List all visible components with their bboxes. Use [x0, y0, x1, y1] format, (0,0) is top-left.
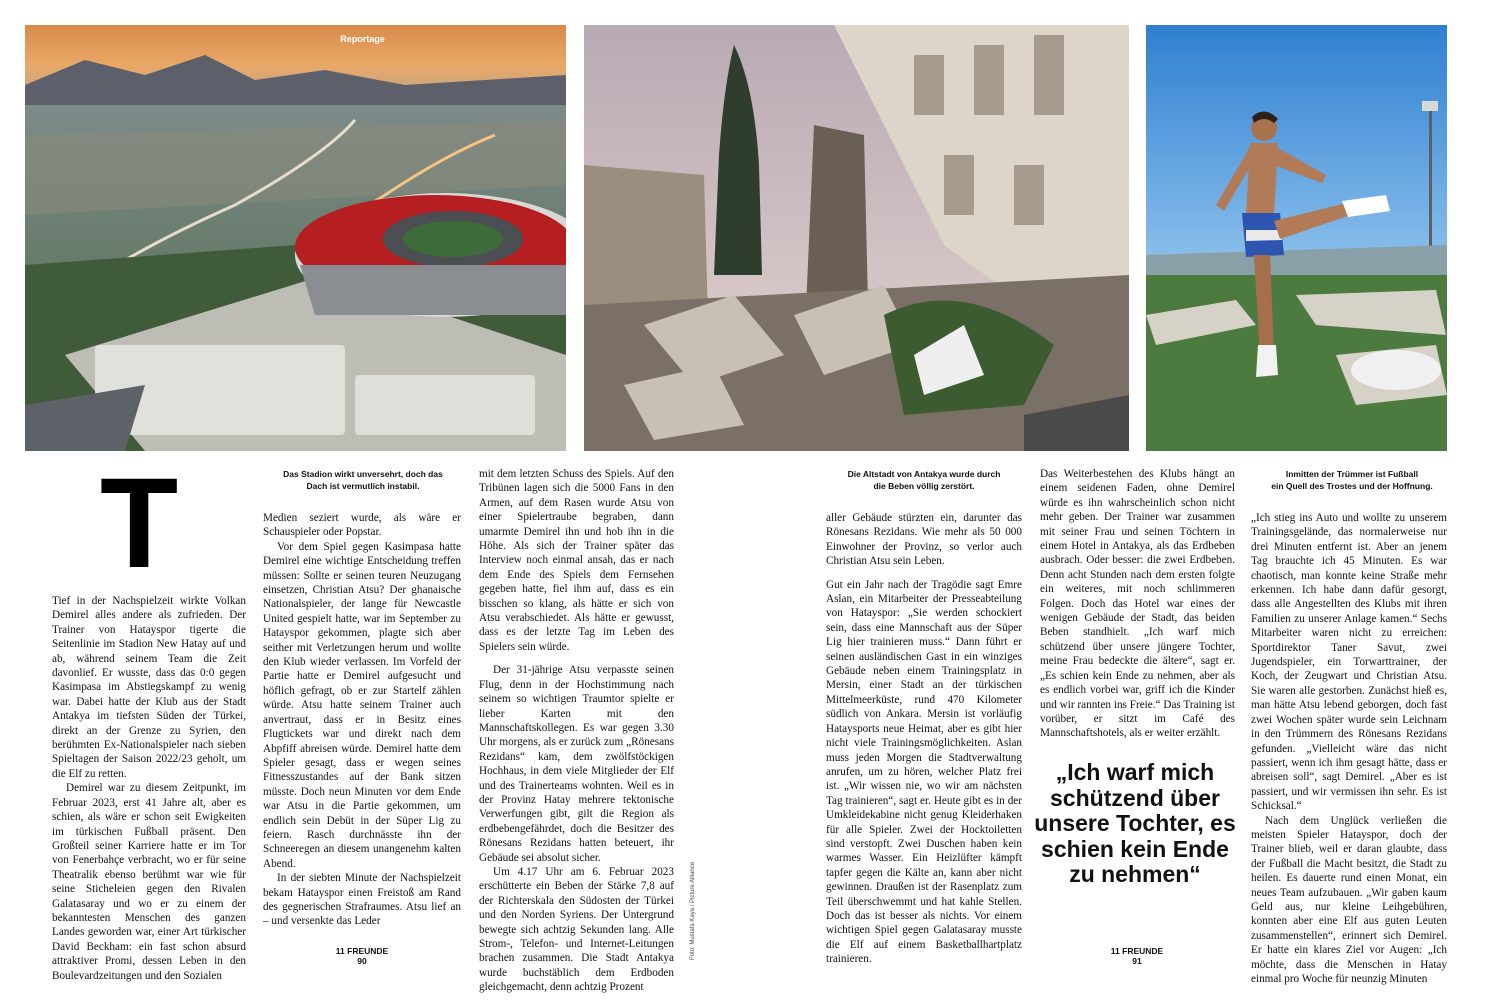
photo-collapsed-buildings: [584, 25, 1129, 451]
paragraph: Das Weiterbestehen des Klubs hängt an einem seidenen Faden, ohne Demirel würde es ihn wahrscheinlich schon nicht mehr geben. Der Trainer war zusammen mit seiner Frau und seinen Töchtern in einem Hotel in Antakya, als das Erdbeben ausbrach. Oder besser: die zwei Erdbeben. Denn acht Stunden nach dem ersten folgte ein weiteres, mit noch schlimmeren Folgen. Doch das Hotel war eines der wenigen Gebäude der Stadt, das beiden Beben standhielt. „Ich warf mich schützend über unsere jüngere Tochter, meine Frau bedeckte die ältere“, sagt er. „Es schien kein Ende zu nehmen, aber als es endlich vorbei war, griff ich die Kinder und wir rannten ins Freie.“ Das Training ist vorüber, er sitzt im Café des Mannschaftshotels, als er weiter erzählt.: [1040, 468, 1235, 740]
player-illustration: [1146, 25, 1447, 451]
paragraph: Um 4.17 Uhr am 6. Februar 2023 erschütterte ein Beben der Stärke 7,8 auf der Richterskala den Südosten der Türkei und den Norden Syriens. Der Untergrund bewegte sich achtzig Sekunden lang. Alle Strom-, Telefon- und Internet-Leitungen brachen zusammen. Die Stadt Antakya wurde buchstäblich dem Erdboden gleichgemacht, denn achtzig Prozent: [479, 865, 674, 994]
paragraph: In der siebten Minute der Nachspielzeit bekam Hatayspor einen Freistoß am Rand des gegnerischen Strafraumes. Atsu lief an – und versenkte das Leder: [263, 872, 461, 928]
photo-player-training: [1146, 25, 1447, 451]
paragraph: Der 31-jährige Atsu verpasste seinen Flug, denn in der Hochstimmung nach seinem so wichtigen Traumtor spielte er lieber Karten mit den Mannschaftskollegen. Es war gegen 3.30 Uhr morgens, als er zurück zum „Rönesans Rezidans“ kam, dem zwölfstöckigen Hochhaus, in dem viele Mitglieder der Elf und des Trainerteams wohnten. Weil es in der Provinz Hatay mehrere tektonische Verwerfungen gibt, gilt die Region als erdbebengefährdet, doch die Besitzer des Rönesans Rezidans hatten beteuert, ihr Gebäude sei absolut sicher.: [479, 664, 674, 864]
paragraph: Medien seziert wurde, als wäre er Schauspieler oder Popstar.: [263, 512, 461, 539]
article-column-1: [52, 594, 246, 983]
paragraph: Gut ein Jahr nach der Tragödie sagt Emre Aslan, ein Mitarbeiter der Presseabteilung von Hatayspor: „Sie werden schockiert sein, dass eine Mannschaft aus der Süper Lig hier trainieren muss.“ Dann führt er seinen ausländischen Gast in ein winziges Gebäude neben einem Trainingsplatz in Mersin, einer Stadt an der türkischen Mittelmeerküste, rund 470 Kilometer südlich von Ankara. Mersin ist vorläufig Hataysports neue Heimat, aber es gibt hier nicht viele Trainingsmöglichkeiten. Aslan muss jeden Morgen die Stadtverwaltung anrufen, um zu hören, welcher Platz frei ist. „Wir wissen nie, wo wir am nächsten Tag trainieren“, sagt er. Heute gibt es in der Umkleidekabine nicht genug Kleiderhaken für alle Spieler. Zwei der Hocktoiletten sind verstopft. Zwei Duschen haben kein warmes Wasser. Ein Heizlüfter kämpft tapfer gegen die Kälte an, kann aber nicht gewinnen. Draußen ist der Rasenplatz zum Teil überschwemmt und hat kahle Stellen. Doch das ist besser als nichts. Vor einem wichtigen Spiel gegen Galatasaray musste die Elf auf einem Basketballhartplatz trainieren.: [826, 578, 1022, 966]
caption-football-hope: Inmitten der Trümmer ist Fußball ein Quell des Trostes und der Hoffnung.: [1271, 469, 1433, 491]
ruins-illustration: [584, 25, 1129, 451]
folio-right: 11 FREUNDE 91: [1110, 946, 1164, 966]
paragraph: „Ich stieg ins Auto und wollte zu unserem Trainingsgelände, das normalerweise nur drei Minuten entfernt ist. Aber an jenem Tag brauchte ich 45 Minuten. Es war chaotisch, man konnte keine Straße mehr erkennen. Ich habe dann dafür gesorgt, dass alle Angestellten des Klubs mit ihren Familien zu unserer Anlage kamen.“ Sechs Mitarbeiter waren nicht zu erreichen: Sportdirektor Taner Savut, zwei Jugendspieler, ein Torwarttrainer, der Koch, der Zeugwart und Christian Atsu. Sie waren alle gestorben. Zunächst hieß es, man hätte Atsu lebend geborgen, doch fast zwei Wochen später wurde sein Leichnam in den Trümmern des Rönesans Rezidans gefunden. „Vielleicht wäre das nicht passiert, wenn ich ihm gesagt hätte, dass er abreisen soll“, sagt Demirel. „Aber es ist passiert, und wir vermissen ihn sehr. Es ist Schicksal.“: [1251, 512, 1447, 813]
paragraph: Demirel war zu diesem Zeitpunkt, im Februar 2023, erst 41 Jahre alt, aber es schien, als wäre er schon seit Ewigkeiten im türkischen Fußball präsent. Den Großteil seiner Karriere hatte er im Tor von Fenerbahçe verbracht, wo er für seine Theatralik ebenso berühmt war wie für seine Sticheleien gegen den Rivalen Galatasaray und wo er zu einem der bekanntesten Menschen des ganzen Landes geworden war, einer Art türkischer David Beckham: ein fast schon absurd attraktiver Promi, dessen Leben in den Boulevardzeitungen und den Sozialen: [52, 782, 246, 982]
paragraph: Vor dem Spiel gegen Kasimpasa hatte Demirel eine wichtige Entscheidung treffen müssen: Sollte er seinen teuren Neuzugang einsetzen, Christian Atsu? Der ghanaische Nationalspieler, der lange für Newcastle United gespielt hatte, war im September zu Hatayspor gekommen, plagte sich aber seither mit Verletzungen herum und wollte den Klub wieder verlassen. Im Vorfeld der Partie hatte er Demirel aufgesucht und höflich gefragt, ob er zur Startelf zählen würde. Atsu hatte seinem Trainer auch anvertraut, dass er in Besitz eines Flugtickets war und direkt nach dem Abpfiff abreisen würde. Demirel hatte dem Spieler gesagt, dass er wegen seines Fitnesszustandes auf der Bank sitzen müsste. Doch neun Minuten vor dem Ende war Atsu in die Partie gekommen, um endlich sein Debüt in der Süper Lig zu feiern. Rasch durchnässte ihn der Schneeregen an diesem unangenehm kalten Abend.: [263, 540, 461, 870]
article-column-5: [1040, 467, 1235, 741]
article-column-3: [479, 467, 674, 995]
stadium-illustration: [25, 25, 566, 451]
paragraph: aller Gebäude stürzten ein, darunter das Rönesans Rezidans. Wie mehr als 50 000 Einwohner der Provinz, so verlor auch Christian Atsu sein Leben.: [826, 512, 1022, 568]
caption-old-town: Die Altstadt von Antakya wurde durch die Beben völlig zerstört.: [847, 469, 1001, 491]
section-kicker: Reportage: [340, 34, 385, 44]
paragraph: Nach dem Unglück verließen die meisten Spieler Hatayspor, doch der Trainer blieb, weil er daran glaubte, dass der Fußball die Macht besitzt, die Stadt zu heilen. Es dauerte rund einen Monat, ein neues Team aufzubauen. „Wir gaben kaum Geld aus, nur kleine Leihgebühren, konnten aber eine Elf aus guten Leuten zusammenstellen“, erinnert sich Demirel. Er hatte ein klares Ziel vor Augen: „Ich möchte, dass die Menschen in Hatay einmal pro Woche für neunzig Minuten: [1251, 814, 1447, 985]
paragraph: Tief in der Nachspielzeit wirkte Volkan Demirel alles andere als zufrieden. Der Trainer von Hatayspor tigerte die Seitenlinie im Stadion New Hatay auf und ab, während seinem Team die Zeit davonlief. Er wusste, dass das 0:0 gegen Kasimpasa im Abstiegskampf zu wenig war. Dabei hatte der Klub aus der Stadt Antakya im tiefsten Süden der Türkei, direkt an der Grenze zu Syrien, den berühmten Ex-Nationalspieler nach sieben Spieltagen der Saison 2022/23 geholt, um die Elf zu retten.: [52, 595, 246, 780]
article-column-4: [826, 511, 1022, 967]
caption-stadium: Das Stadion wirkt unversehrt, doch das Dach ist vermutlich instabil.: [283, 469, 443, 491]
folio-left: 11 FREUNDE 90: [335, 946, 389, 966]
paragraph: mit dem letzten Schuss des Spiels. Auf den Tribünen lagen sich die 5000 Fans in den Armen, auf dem Rasen wurde Atsu von einer Spielertraube begraben, dann umarmte Demirel ihn und hob ihn in die Höhe. Als sich der Trainer später das Interview noch einmal ansah, das er nach dem Ende des Spiels dem Fernsehen gegeben hatte, fiel ihm auf, dass es ein bisschen so klang, als hätte er sich von Atsu verabschiedet. Als hätte er gewusst, dass es der letzte Tag im Leben des Spielers sein würde.: [479, 468, 674, 653]
photo-stadium-aerial: [25, 25, 566, 451]
drop-cap: T: [100, 452, 179, 595]
article-column-6: [1251, 511, 1447, 986]
pull-quote: „Ich warf mich schützend über unsere Tochter, es schien kein Ende zu nehmen“: [1034, 759, 1236, 887]
photo-credit: Foto: Mustafa Kaya / Picture Alliance: [690, 861, 696, 960]
article-column-2: [263, 511, 461, 929]
